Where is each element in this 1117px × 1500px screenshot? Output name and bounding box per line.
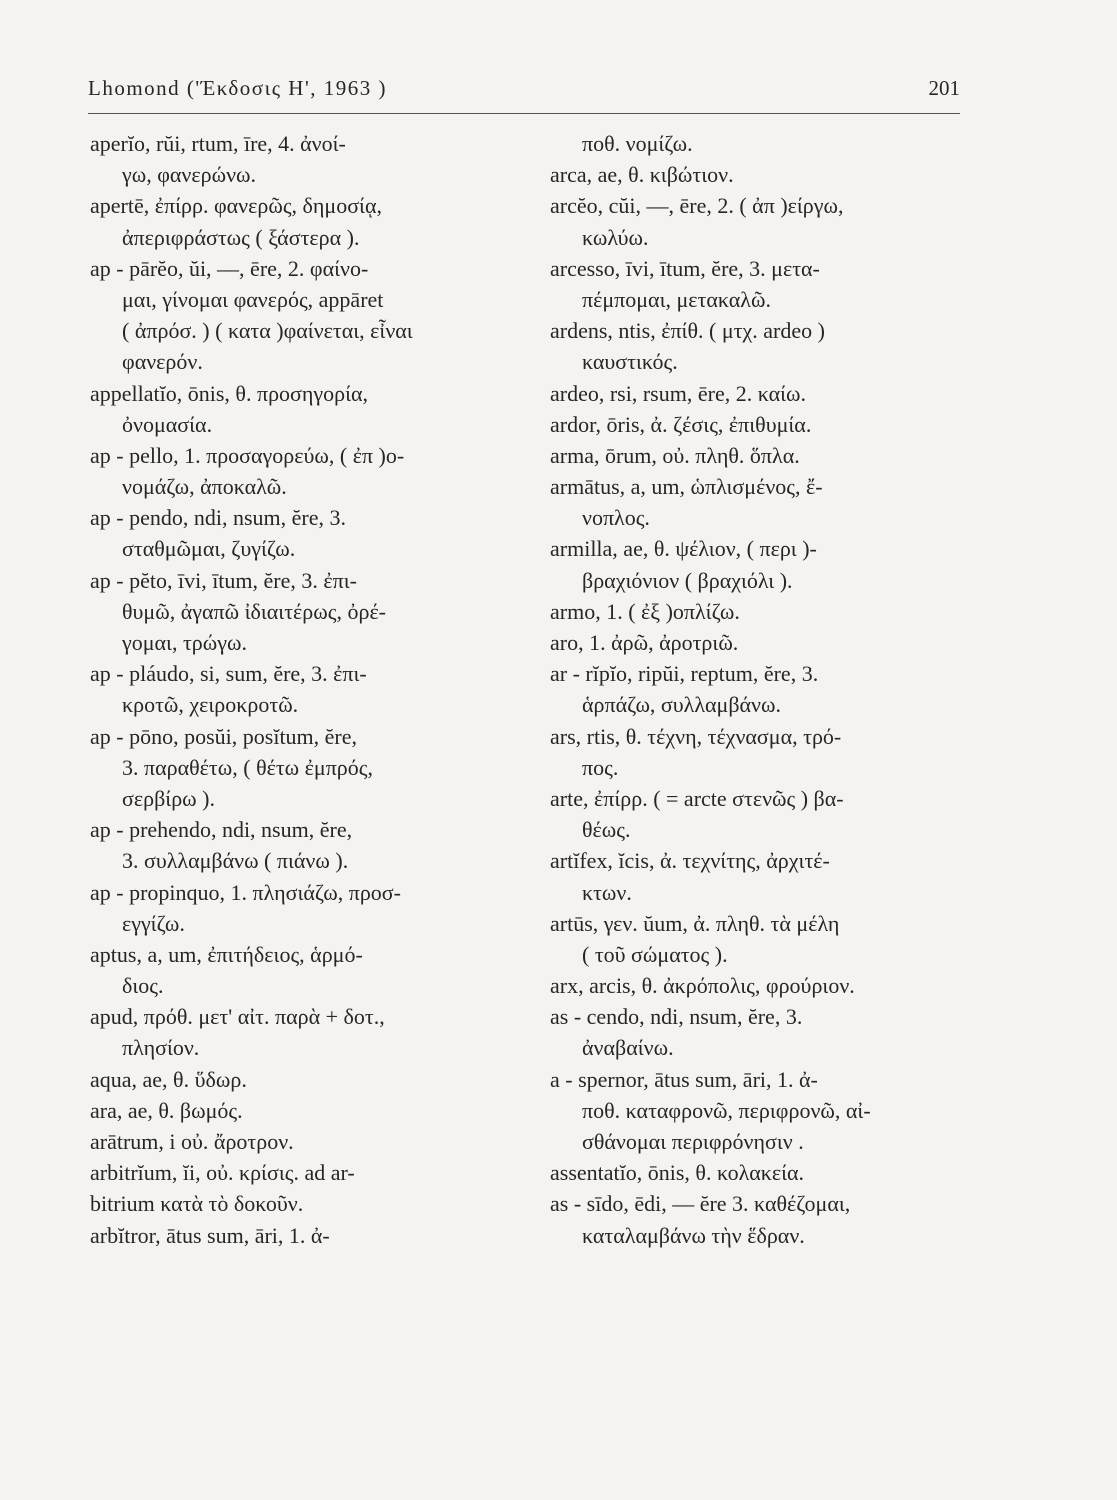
- entry-line: κωλύω.: [582, 224, 649, 250]
- entry-line: θυμῶ, ἀγαπῶ ἰδιαιτέρως, ὀρέ-: [122, 598, 387, 624]
- entry-line: βραχιόνιον ( βραχιόλι ).: [582, 567, 793, 593]
- entry-line: ap - pĕto, īvi, ītum, ĕre, 3. ἐπι-: [90, 567, 357, 593]
- page-number: 201: [928, 76, 960, 100]
- entry-line: arbitrĭum, ĭi, οὐ. κρίσις. ad ar-: [90, 1160, 355, 1186]
- entry-line: ἁρπάζω, συλλαμβάνω.: [582, 692, 781, 718]
- entry-line: appellatĭo, ōnis, θ. προσηγορία,: [90, 380, 369, 406]
- entry-line: 3. παραθέτω, ( θέτω ἐμπρός,: [122, 754, 373, 780]
- entry-line: a - spernor, ātus sum, āri, 1. ἀ-: [550, 1066, 818, 1092]
- entry-line: ἀπεριφράστως ( ξάστερα ).: [122, 224, 360, 250]
- entry-line: καταλαμβάνω τὴν ἕδραν.: [582, 1222, 805, 1248]
- entry-line: ( ἀπρόσ. ) ( κατα )φαίνεται, εἶναι: [122, 318, 413, 344]
- entry-line: artĭfex, ĭcis, ἀ. τεχνίτης, ἀρχιτέ-: [550, 848, 830, 874]
- entry-line: μαι, γίνομαι φανερός, appāret: [122, 286, 384, 312]
- entry-line: ars, rtis, θ. τέχνη, τέχνασμα, τρό-: [550, 723, 842, 749]
- entry-line: as - sīdo, ēdi, — ĕre 3. καθέζομαι,: [550, 1191, 851, 1217]
- entry-line: καυστικός.: [582, 349, 678, 375]
- entry-line: ap - pārĕo, ŭi, —, ēre, 2. φαίνο-: [90, 255, 369, 281]
- entry-line: arbĭtror, ātus sum, āri, 1. ἀ-: [90, 1222, 330, 1248]
- entry-line: φανερόν.: [122, 349, 203, 375]
- entry-line: arca, ae, θ. κιβώτιον.: [550, 162, 734, 188]
- entry-line: arcesso, īvi, ītum, ĕre, 3. μετα-: [550, 255, 820, 281]
- entry-line: apertē, ἐπίρρ. φανερῶς, δημοσίᾳ,: [90, 193, 383, 219]
- running-title: Lhomond ('Έκδοσις Η', 1963 ): [88, 76, 388, 100]
- entry-line: arcĕo, cŭi, —, ēre, 2. ( ἀπ )είργω,: [550, 193, 844, 219]
- entry-line: arma, ōrum, οὐ. πληθ. ὅπλα.: [550, 442, 800, 468]
- entry-line: πος.: [582, 754, 619, 780]
- entry-line: aro, 1. ἀρῶ, ἀροτριῶ.: [550, 630, 739, 655]
- entry-line: πλησίον.: [122, 1035, 200, 1061]
- entry-line: ardor, ōris, ἀ. ζέσις, ἐπιθυμία.: [550, 411, 812, 437]
- entry-line: armilla, ae, θ. ψέλιον, ( περι )-: [550, 536, 817, 562]
- entry-line: ποθ. καταφρονῶ, περιφρονῶ, αἰ-: [582, 1097, 871, 1123]
- entry-line: ap - propinquo, 1. πλησιάζω, προσ-: [90, 879, 401, 905]
- entry-line: σερβίρω ).: [122, 785, 215, 811]
- entry-line: arx, arcis, θ. ἀκρόπολις, φρούριον.: [550, 973, 855, 999]
- entry-line: σθάνομαι περιφρόνησιν .: [582, 1129, 804, 1154]
- entry-line: 3. συλλαμβάνω ( πιάνω ).: [122, 848, 349, 874]
- entry-line: bitrium κατὰ τὸ δοκοῦν.: [90, 1191, 304, 1217]
- entry-line: as - cendo, ndi, nsum, ĕre, 3.: [550, 1004, 803, 1030]
- entry-line: apud, πρόθ. μετ' αἰτ. παρὰ + δοτ.,: [90, 1004, 385, 1030]
- entry-line: aqua, ae, θ. ὕδωρ.: [90, 1066, 247, 1092]
- entry-line: ἀναβαίνω.: [582, 1035, 674, 1061]
- entry-line: arātrum, i οὐ. ἄροτρον.: [90, 1129, 294, 1154]
- entry-line: γομαι, τρώγω.: [122, 630, 247, 655]
- entry-line: ap - pláudo, si, sum, ĕre, 3. ἐπι-: [90, 661, 367, 687]
- entry-line: aptus, a, um, ἐπιτήδειος, ἁρμό-: [90, 941, 363, 967]
- entry-line: κτων.: [582, 879, 632, 905]
- entry-line: ποθ. νομίζω.: [582, 131, 693, 156]
- entry-line: ar - rĭpĭo, ripŭi, reptum, ĕre, 3.: [550, 661, 819, 687]
- entry-line: νοπλος.: [582, 505, 650, 531]
- entry-line: ap - prehendo, ndi, nsum, ĕre,: [90, 817, 353, 843]
- entry-line: ardeo, rsi, rsum, ēre, 2. καίω.: [550, 380, 807, 406]
- page-header: [88, 72, 960, 108]
- entry-line: κροτῶ, χειροκροτῶ.: [122, 692, 299, 718]
- entry-line: ap - pōno, posŭi, posĭtum, ĕre,: [90, 723, 358, 749]
- entry-line: σταθμῶμαι, ζυγίζω.: [122, 536, 296, 562]
- left-column: [90, 128, 516, 1251]
- entry-line: εγγίζω.: [122, 910, 185, 936]
- entry-line: aperĭo, rŭi, rtum, īre, 4. ἀνοί-: [90, 131, 346, 156]
- entry-line: armo, 1. ( ἐξ )οπλίζω.: [550, 598, 740, 624]
- entry-line: γω, φανερώνω.: [122, 162, 256, 188]
- entry-line: ( τοῦ σώματος ).: [582, 941, 728, 967]
- right-column: [550, 128, 962, 1251]
- header-rule: [88, 113, 960, 114]
- entry-line: ap - pello, 1. προσαγορεύω, ( ἐπ )ο-: [90, 442, 405, 468]
- entry-line: ardens, ntis, ἐπίθ. ( μτχ. ardeo ): [550, 318, 825, 344]
- entry-line: πέμπομαι, μετακαλῶ.: [582, 286, 771, 312]
- entry-line: διος.: [122, 973, 164, 999]
- entry-line: artūs, γεν. ŭum, ἀ. πληθ. τὰ μέλη: [550, 910, 840, 936]
- entry-line: armātus, a, um, ὡπλισμένος, ἔ-: [550, 474, 823, 500]
- entry-line: ὀνομασία.: [122, 411, 213, 437]
- entry-line: arte, ἐπίρρ. ( = arcte στενῶς ) βα-: [550, 785, 844, 811]
- entry-line: ara, ae, θ. βωμός.: [90, 1097, 243, 1123]
- entry-line: νομάζω, ἀποκαλῶ.: [122, 474, 287, 500]
- entry-line: assentatĭo, ōnis, θ. κολακεία.: [550, 1160, 805, 1186]
- entry-line: θέως.: [582, 817, 631, 843]
- entry-line: ap - pendo, ndi, nsum, ĕre, 3.: [90, 505, 346, 531]
